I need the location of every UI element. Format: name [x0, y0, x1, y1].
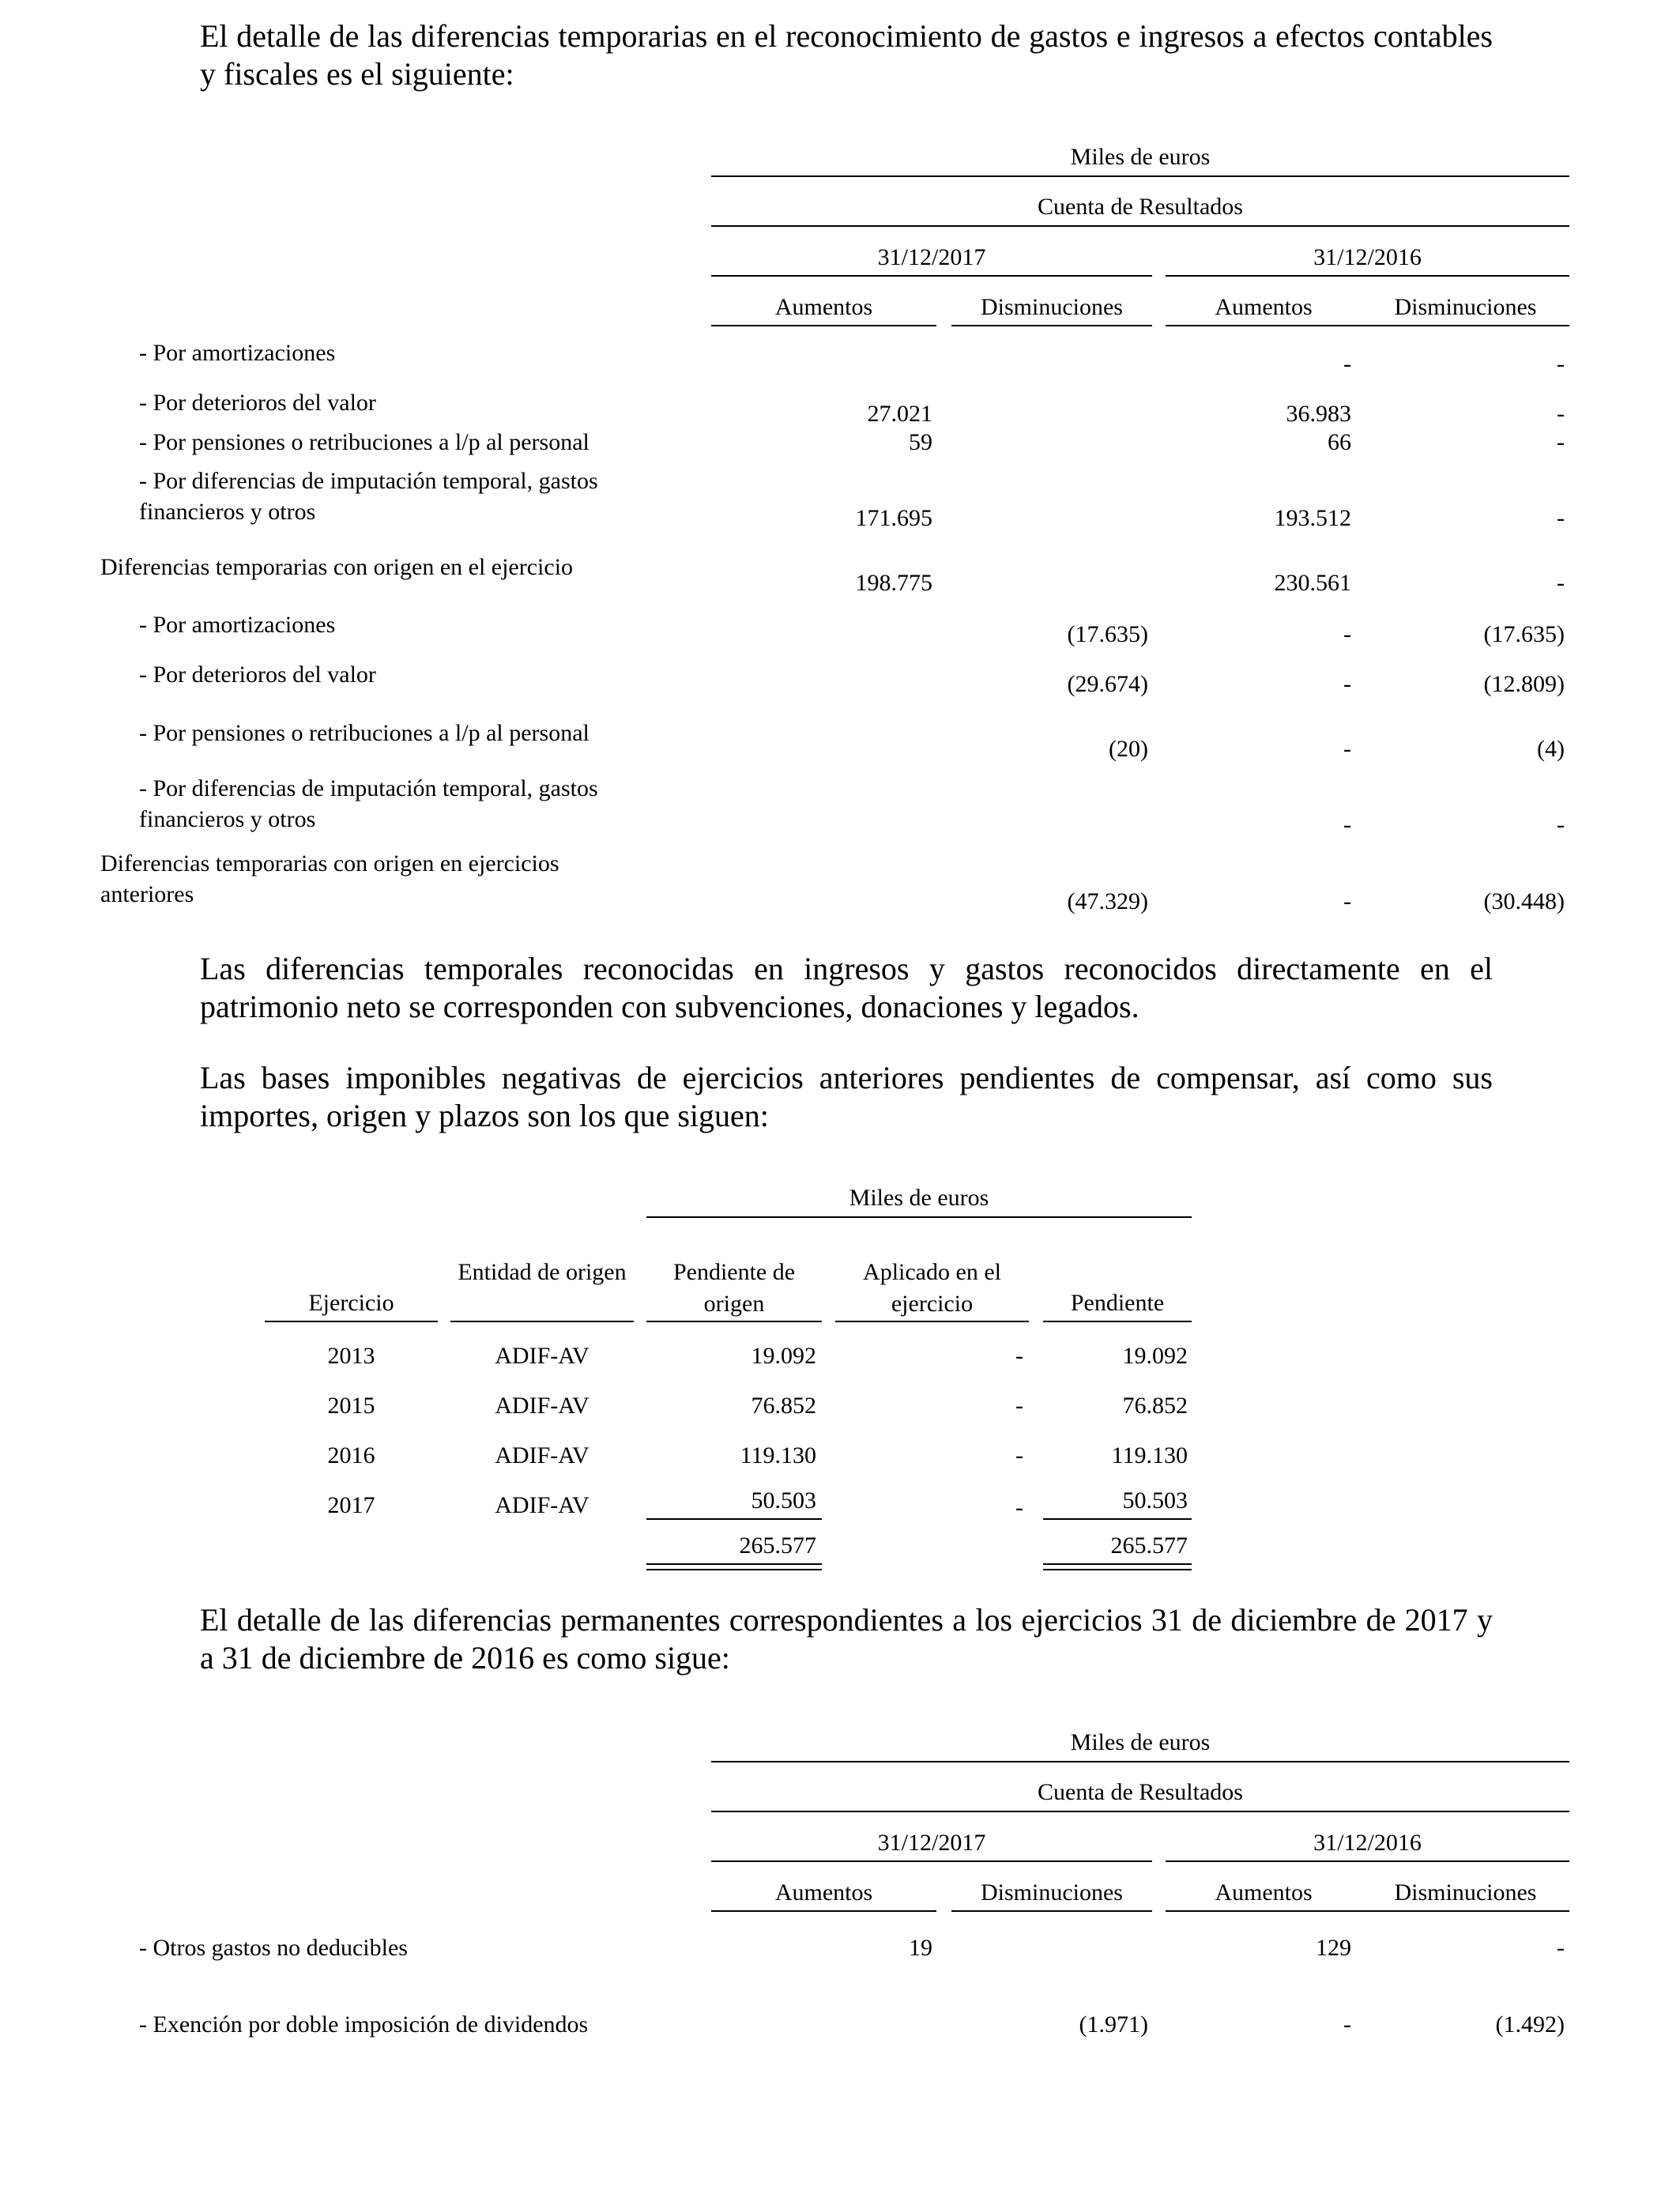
t2-total-rule [646, 1569, 822, 1570]
t2-rule [646, 1216, 1192, 1218]
t1-col-increases-2017: Aumentos [774, 294, 873, 320]
t3-cell: (1.492) [1495, 2011, 1565, 2038]
t1-cell: 59 [909, 429, 932, 455]
t1-subtotal-label: Diferencias temporarias con origen en ejercicios anteriores [100, 850, 559, 907]
t1-cell: - [1557, 401, 1565, 427]
t1-cell: (47.329) [1067, 888, 1148, 914]
t2-cell-pending: 76.852 [1122, 1393, 1188, 1419]
t2-col-entity: Entidad de origen [458, 1259, 627, 1285]
t3-unit-header: Miles de euros [1070, 1729, 1211, 1755]
t3-rule [711, 1761, 1569, 1762]
t2-cell-pending-origin: 119.130 [740, 1442, 816, 1468]
t3-rule [1166, 1910, 1362, 1912]
t2-cell-entity: ADIF-AV [495, 1343, 590, 1369]
t1-cell: (17.635) [1067, 621, 1148, 647]
t1-row-label: - Por amortizaciones [139, 612, 336, 638]
t1-unit-header: Miles de euros [1070, 144, 1211, 170]
t1-col-decreases-2017: Disminuciones [981, 294, 1123, 320]
t2-total-rule [646, 1563, 822, 1565]
t3-row-label: - Otros gastos no deducibles [139, 1935, 408, 1961]
t1-period-2016: 31/12/2016 [1313, 244, 1422, 270]
t3-cell: (1.971) [1079, 2011, 1148, 2038]
t1-cell: - [1343, 812, 1351, 838]
t3-col-increases-2016: Aumentos [1215, 1879, 1313, 1906]
t1-cell: - [1343, 736, 1351, 762]
t2-rule [450, 1321, 634, 1322]
t2-cell-pending: 119.130 [1111, 1442, 1188, 1468]
t2-cell-pending-origin: 76.852 [751, 1393, 816, 1419]
t3-rule [711, 1910, 936, 1912]
t2-rule [1043, 1321, 1192, 1322]
t1-cell: - [1343, 671, 1351, 697]
t3-col-decreases-2016: Disminuciones [1394, 1879, 1537, 1906]
t2-col-pending: Pendiente [1070, 1290, 1165, 1316]
t3-cell: 129 [1316, 1935, 1351, 1961]
t1-rule [711, 275, 1152, 277]
t1-cell: - [1557, 351, 1565, 377]
t1-cell: 36.983 [1286, 401, 1351, 427]
t3-section-header: Cuenta de Resultados [1038, 1779, 1243, 1805]
t2-col-applied: Aplicado en el ejercicio [863, 1259, 1001, 1317]
t3-rule [711, 1860, 1152, 1862]
t1-cell: (29.674) [1067, 671, 1148, 697]
t2-unit-header: Miles de euros [849, 1185, 989, 1211]
t1-row-label: - Por deterioros del valor [139, 662, 376, 688]
t1-rule [711, 175, 1569, 177]
t1-col-increases-2016: Aumentos [1215, 294, 1313, 320]
t1-cell: (30.448) [1483, 888, 1565, 914]
t1-rule [1166, 325, 1362, 326]
tax-bases-paragraph: Las bases imponibles negativas de ejercicios anteriores pendientes de compensar, así como sus importes, origen y plazos son los que siguen: [200, 1060, 1493, 1133]
t1-cell: (17.635) [1483, 621, 1565, 647]
t3-cell: - [1557, 1935, 1565, 1961]
t3-col-increases-2017: Aumentos [774, 1879, 873, 1906]
t3-rule [711, 1811, 1569, 1812]
t1-cell: - [1343, 888, 1351, 914]
t3-col-decreases-2017: Disminuciones [981, 1879, 1123, 1906]
t2-rule [646, 1321, 822, 1322]
t2-cell-year: 2016 [327, 1442, 375, 1468]
t2-cell-applied: - [1015, 1343, 1023, 1369]
t1-cell: - [1557, 505, 1565, 531]
t1-cell: 171.695 [855, 505, 932, 531]
t1-cell: (4) [1537, 736, 1565, 762]
t2-total-pending-origin: 265.577 [739, 1532, 816, 1559]
t2-total-rule [1043, 1563, 1192, 1565]
t2-cell-applied: - [1015, 1442, 1023, 1468]
t1-row-label: - Por deterioros del valor [139, 390, 376, 416]
t2-total-rule [1043, 1569, 1192, 1570]
t1-period-2017: 31/12/2017 [877, 244, 986, 270]
t2-cell-applied: - [1015, 1495, 1023, 1521]
t1-rule [1362, 325, 1569, 326]
t2-sum-rule [1043, 1518, 1192, 1520]
t2-cell-applied: - [1015, 1393, 1023, 1419]
t1-row-label: - Por pensiones o retribuciones a l/p al personal [139, 429, 590, 455]
t2-cell-pending-origin: 50.503 [751, 1487, 816, 1514]
t2-cell-pending-origin: 19.092 [751, 1343, 816, 1369]
t1-cell: (12.809) [1483, 671, 1565, 697]
t1-cell: 66 [1328, 429, 1351, 455]
t2-rule [265, 1321, 438, 1322]
t3-cell: - [1343, 2011, 1351, 2038]
t1-row-label: - Por diferencias de imputación temporal, gastos financieros y otros [139, 468, 598, 525]
t1-rule [711, 225, 1569, 227]
t1-rule [711, 325, 936, 326]
t1-cell: 230.561 [1274, 570, 1351, 596]
t2-sum-rule [646, 1518, 822, 1520]
t1-subtotal-label: Diferencias temporarias con origen en el ejercicio [100, 554, 574, 580]
t2-cell-year: 2015 [327, 1393, 375, 1419]
t2-cell-pending: 19.092 [1122, 1343, 1188, 1369]
t3-rule [1362, 1910, 1569, 1912]
t1-row-label: - Por diferencias de imputación temporal, gastos financieros y otros [139, 775, 598, 832]
t2-cell-year: 2017 [327, 1492, 375, 1518]
equity-paragraph: Las diferencias temporales reconocidas en ingresos y gastos reconocidos directamente en el patrimonio neto se corresponden con subvenciones, donaciones y legados. [200, 951, 1493, 1024]
t1-row-label: - Por pensiones o retribuciones a l/p al personal [139, 720, 590, 746]
t1-cell: - [1557, 429, 1565, 455]
t1-section-header: Cuenta de Resultados [1038, 194, 1243, 220]
t3-period-2017: 31/12/2017 [877, 1830, 986, 1856]
t2-cell-entity: ADIF-AV [495, 1442, 590, 1468]
t1-cell: 27.021 [867, 401, 932, 427]
t3-period-2016: 31/12/2016 [1313, 1830, 1422, 1856]
t3-row-label: - Exención por doble imposición de dividendos [139, 2011, 589, 2038]
t2-col-year: Ejercicio [308, 1290, 394, 1316]
t2-cell-year: 2013 [327, 1343, 375, 1369]
t1-rule [1166, 275, 1569, 277]
intro-paragraph: El detalle de las diferencias temporarias en el reconocimiento de gastos e ingresos a efectos contables y fiscales es el siguiente: [200, 18, 1493, 92]
t2-total-pending: 265.577 [1110, 1532, 1188, 1559]
t1-cell: - [1343, 351, 1351, 377]
t1-row-label: - Por amortizaciones [139, 340, 336, 366]
t1-cell: 193.512 [1274, 505, 1351, 531]
t1-cell: 198.775 [855, 570, 932, 596]
t2-rule [835, 1321, 1029, 1322]
t2-cell-pending: 50.503 [1122, 1487, 1188, 1514]
t1-cell: - [1557, 812, 1565, 838]
t3-cell: 19 [909, 1935, 932, 1961]
t1-cell: - [1343, 621, 1351, 647]
t1-cell: (20) [1109, 736, 1148, 762]
permanent-differences-paragraph: El detalle de las diferencias permanentes correspondientes a los ejercicios 31 de diciembre de 2017 y a 31 de diciembre de 2016 es como sigue: [200, 1602, 1493, 1676]
t1-col-decreases-2016: Disminuciones [1394, 294, 1537, 320]
t1-rule [951, 325, 1152, 326]
t3-rule [951, 1910, 1152, 1912]
t1-cell: - [1557, 570, 1565, 596]
t2-col-pending-origin: Pendiente de origen [672, 1259, 796, 1317]
t2-cell-entity: ADIF-AV [495, 1393, 590, 1419]
t2-cell-entity: ADIF-AV [495, 1492, 590, 1518]
t3-rule [1166, 1860, 1569, 1862]
